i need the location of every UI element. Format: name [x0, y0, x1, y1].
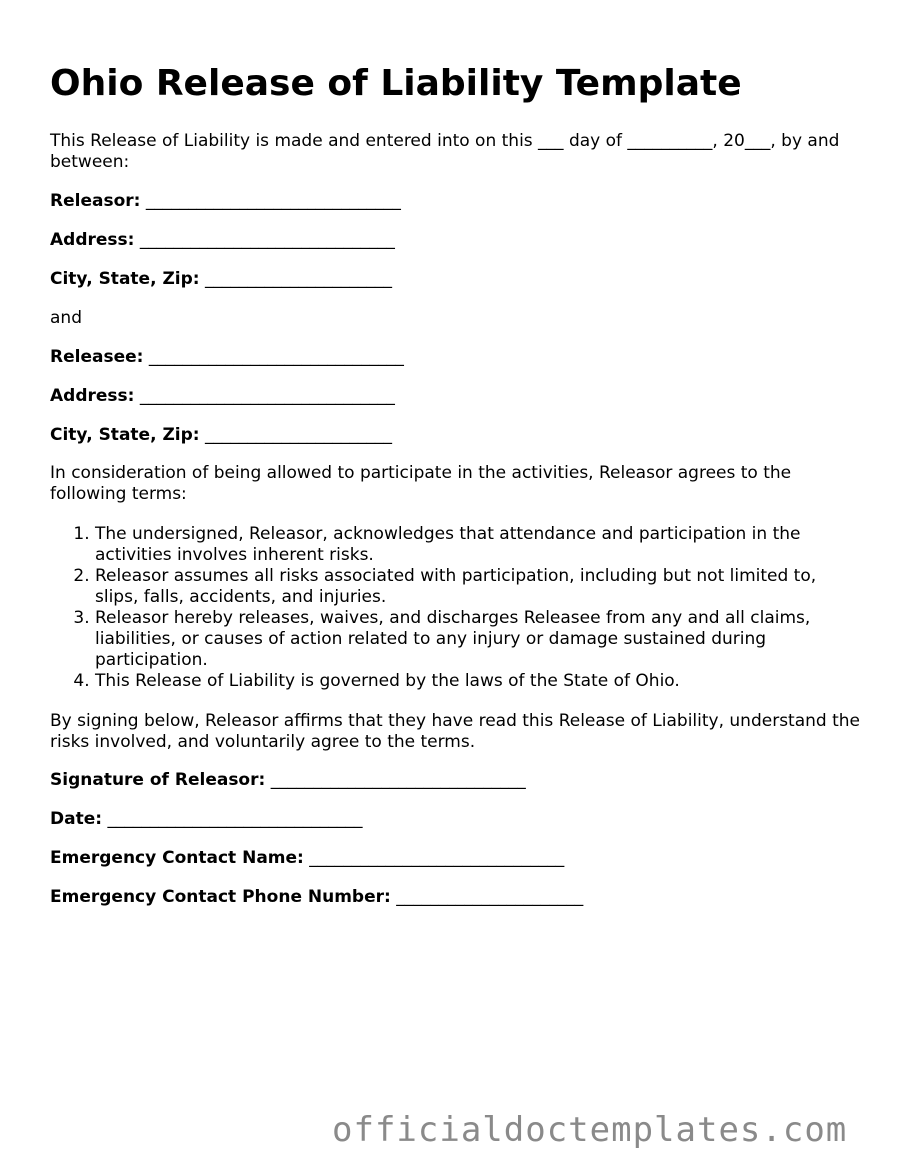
and-text: and [50, 308, 82, 328]
releasor-name-blank: ______________________________ [145, 191, 401, 211]
signature-label: Signature of Releasor: [50, 770, 266, 790]
emergency-contact-name-blank: ______________________________ [309, 848, 565, 868]
watermark: officialdoctemplates.com [332, 1110, 848, 1150]
date-label: Date: [50, 809, 103, 829]
list-item: 2. Releasor assumes all risks associated with participation, including but not limited to, slips, falls, accidents, and injuries. [95, 566, 855, 608]
emergency-contact-name-label: Emergency Contact Name: [50, 848, 304, 868]
releasee-address-blank: ______________________________ [139, 386, 395, 406]
consideration-paragraph: In consideration of being allowed to participate in the activities, Releasor agrees to the following terms: [50, 463, 792, 504]
document-title: Ohio Release of Liability Template [50, 63, 742, 104]
signature-field [50, 770, 526, 791]
releasee-city-blank: ______________________ [204, 425, 392, 445]
list-item: 4. This Release of Liability is governed by the laws of the State of Ohio. [95, 671, 855, 692]
releasor-city-blank: ______________________ [204, 269, 392, 289]
date-field [50, 809, 362, 830]
releasor-address-blank: ______________________________ [139, 230, 395, 250]
releasee-name-field [50, 347, 404, 368]
releasee-address-label: Address: [50, 386, 135, 406]
list-item: 3. Releasor hereby releases, waives, and discharges Releasee from any and all claims, liabilities, or causes of action related to any injury or damage sustained during participation. [95, 608, 855, 671]
releasor-address-label: Address: [50, 230, 135, 250]
releasor-name-label: Releasor: [50, 191, 141, 211]
emergency-contact-name-field [50, 848, 564, 869]
releasee-city-label: City, State, Zip: [50, 425, 200, 445]
list-item: 1. The undersigned, Releasor, acknowledges that attendance and participation in the activities involves inherent risks. [95, 524, 855, 566]
releasee-city-field [50, 425, 392, 446]
emergency-contact-phone-field [50, 887, 583, 908]
signature-blank: ______________________________ [270, 770, 526, 790]
intro-paragraph: This Release of Liability is made and entered into on this ___ day of __________, 20___, by and between: [50, 131, 840, 172]
date-blank: ______________________________ [107, 809, 363, 829]
releasor-address-field [50, 230, 395, 251]
releasee-address-field [50, 386, 395, 407]
releasor-city-field [50, 269, 392, 290]
releasee-name-label: Releasee: [50, 347, 144, 367]
emergency-contact-phone-label: Emergency Contact Phone Number: [50, 887, 391, 907]
affirmation-paragraph: By signing below, Releasor affirms that they have read this Release of Liability, understand the risks involved, and voluntarily agree to the terms. [50, 711, 861, 752]
releasor-name-field [50, 191, 401, 212]
emergency-contact-phone-blank: ______________________ [396, 887, 584, 907]
terms-list [50, 524, 855, 692]
releasor-city-label: City, State, Zip: [50, 269, 200, 289]
releasee-name-blank: ______________________________ [148, 347, 404, 367]
